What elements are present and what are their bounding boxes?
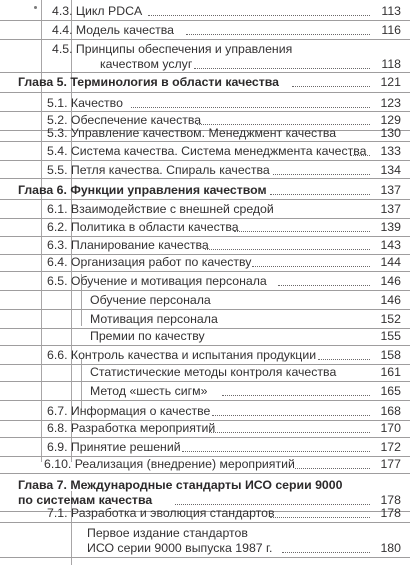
entry-title: 5.3. Управление качеством. Менеджмент качества	[47, 126, 337, 140]
entry-title-line-2: качеством услуг	[100, 57, 193, 71]
row-divider	[0, 437, 410, 438]
entry-title: 6.4. Организация работ по качеству	[47, 255, 252, 269]
entry-title-line-1: Первое издание стандартов	[87, 526, 248, 540]
row-divider	[0, 20, 410, 21]
subitem-column-rule-2	[81, 358, 82, 410]
page-number: 155	[380, 329, 401, 343]
row-divider	[0, 160, 410, 161]
page-number: 113	[381, 4, 401, 18]
dot-leader	[194, 68, 370, 69]
row-divider	[0, 72, 410, 73]
row-divider	[0, 522, 410, 523]
entry-title: 4.4. Модель качества	[52, 23, 174, 37]
dot-leader	[212, 415, 370, 416]
page-number: 161	[380, 365, 401, 379]
dot-leader	[270, 194, 370, 195]
page-number: 144	[380, 255, 401, 269]
row-divider	[0, 271, 410, 272]
row-divider	[0, 199, 410, 200]
page-number: 165	[380, 384, 401, 398]
entry-title: 5.4. Система качества. Система менеджмента качества	[47, 144, 367, 158]
row-divider	[0, 309, 410, 310]
chapter-title: Глава 5. Терминология в области качества	[18, 75, 280, 89]
row-divider	[0, 345, 410, 346]
entry-title: 7.1. Разработка и эволюция стандартов	[47, 506, 275, 520]
dot-leader	[131, 107, 370, 108]
row-divider	[0, 178, 410, 179]
page-number: 178	[380, 506, 401, 520]
row-divider	[0, 400, 410, 401]
entry-title: Премии по качеству	[90, 329, 205, 343]
dot-leader	[295, 468, 370, 469]
dot-leader	[148, 15, 370, 16]
page-number: 152	[380, 312, 401, 326]
entry-title: 6.10. Реализация (внедрение) мероприятий	[44, 457, 295, 471]
page-number: 146	[380, 293, 401, 307]
entry-title: 6.3. Планирование качества	[47, 238, 209, 252]
dot-leader	[252, 266, 370, 267]
entry-title: 5.5. Петля качества. Спираль качества	[47, 163, 270, 177]
row-divider	[0, 381, 410, 382]
dot-leader	[278, 285, 370, 286]
page-number: 139	[380, 220, 401, 234]
row-divider	[0, 328, 410, 329]
page-number: 118	[381, 57, 401, 71]
dot-leader	[234, 231, 370, 232]
dot-leader	[209, 432, 370, 433]
dot-leader	[270, 517, 370, 518]
scan-dot-marker	[34, 6, 37, 9]
page-number: 177	[380, 457, 401, 471]
page-number: 137	[380, 183, 401, 197]
entry-title: Статистические методы контроля качества	[90, 365, 337, 379]
page-number: 133	[380, 144, 401, 158]
dot-leader	[273, 174, 370, 175]
entry-title: 6.2. Политика в области качества	[47, 220, 239, 234]
entry-title: 6.7. Информация о качестве	[47, 404, 211, 418]
entry-title: Метод «шесть сигм»	[90, 384, 208, 398]
dot-leader	[197, 124, 370, 125]
entry-title: 6.6. Контроль качества и испытания продукции	[47, 348, 317, 362]
row-divider	[0, 557, 410, 558]
entry-title: 6.1. Взаимодействие с внешней средой	[47, 202, 274, 216]
entry-title-line-1: 4.5. Принципы обеспечения и управления	[52, 42, 293, 56]
entry-title: 6.9. Принятие решений	[47, 440, 181, 454]
row-divider	[0, 236, 410, 237]
dot-leader	[292, 86, 370, 87]
row-divider	[0, 290, 410, 291]
entry-title: 6.8. Разработка мероприятий	[47, 421, 216, 435]
page-number: 130	[380, 126, 401, 140]
entry-title-line-2: ИСО серии 9000 выпуска 1987 г.	[87, 541, 273, 555]
row-divider	[0, 111, 410, 112]
entry-title: 5.2. Обеспечение качества	[47, 113, 202, 127]
row-divider	[0, 218, 410, 219]
dot-leader	[186, 34, 370, 35]
row-divider	[0, 92, 410, 93]
entry-title: 6.5. Обучение и мотивация персонала	[47, 274, 267, 288]
dot-leader	[182, 451, 370, 452]
chapter-title: Глава 6. Функции управления качеством	[18, 183, 267, 197]
dot-leader	[205, 249, 370, 250]
page-number: 170	[380, 421, 401, 435]
row-divider	[0, 141, 410, 142]
dot-leader	[318, 359, 370, 360]
page-number: 123	[380, 96, 401, 110]
page-number: 158	[380, 348, 401, 362]
page-number: 121	[380, 75, 401, 89]
page-number: 168	[380, 404, 401, 418]
dot-leader	[350, 155, 370, 156]
dot-leader	[175, 504, 370, 505]
page-number: 129	[380, 113, 401, 127]
page-number: 178	[380, 493, 401, 507]
page-number: 180	[380, 541, 401, 555]
page-number: 172	[380, 440, 401, 454]
page-number: 137	[380, 202, 401, 216]
dot-leader	[282, 552, 370, 553]
dot-leader	[222, 395, 370, 396]
entry-title: Мотивация персонала	[90, 312, 218, 326]
chapter-title-line-1: Глава 7. Международные стандарты ИСО серии 9000	[18, 478, 343, 492]
entry-title: Обучение персонала	[90, 293, 211, 307]
page-number: 134	[380, 163, 401, 177]
left-column-rule	[41, 0, 42, 462]
row-divider	[0, 473, 410, 474]
entry-title: 5.1. Качество	[47, 96, 123, 110]
page-number: 146	[380, 274, 401, 288]
chapter-title-line-2: по системам качества	[18, 493, 153, 507]
page-number: 116	[381, 23, 401, 37]
page-number: 143	[380, 238, 401, 252]
row-divider	[0, 39, 410, 40]
entry-title: 4.3. Цикл PDCA	[52, 4, 143, 18]
